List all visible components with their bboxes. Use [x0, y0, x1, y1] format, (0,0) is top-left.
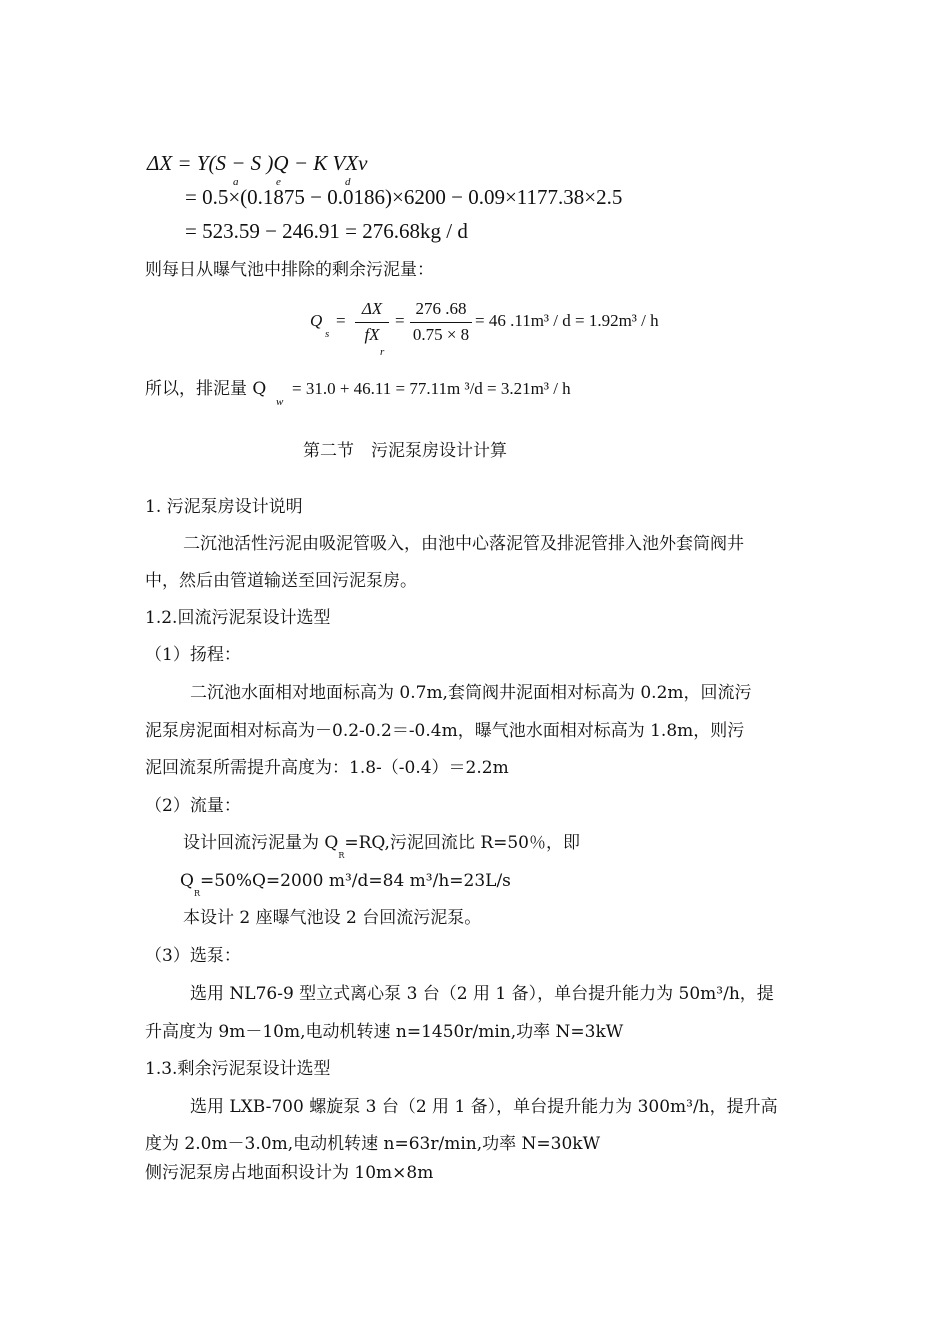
section-1-2-heading: 1.2.回流污泥泵设计选型	[145, 608, 331, 628]
formula-qs-den2: 0.75 × 8	[412, 325, 470, 344]
formula-qs-eq2: =	[395, 311, 405, 330]
item-2-line1-a: 设计回流污泥量为 Q	[183, 833, 339, 853]
formula-qs-sub-r: r	[380, 346, 385, 358]
section-1-3-line3: 侧污泥泵房占地面积设计为 10m×8m	[145, 1163, 434, 1183]
formula-qs-num1: ΔX	[361, 299, 383, 318]
item-1-line1: 二沉池水面相对地面标高为 0.7m,套筒阀井泥面相对标高为 0.2m，回流污	[190, 683, 752, 703]
item-2-line2-a: Q	[180, 871, 194, 891]
item-1-label: （1）扬程：	[145, 645, 241, 665]
section-1-3-line1: 选用 LXB-700 螺旋泵 3 台（2 用 1 备），单台提升能力为 300m³/h，提升高	[190, 1097, 778, 1117]
formula-dx-line2: = 0.5×(0.1875 − 0.0186)×6200 − 0.09×1177.38×2.5	[185, 185, 623, 209]
formula-qs-num2: 276 .68	[415, 299, 467, 318]
section-1-3-heading: 1.3.剩余污泥泵设计选型	[145, 1059, 331, 1079]
formula-qs-bar2	[410, 322, 472, 323]
section-1-paragraph-line2: 中，然后由管道输送至回污泥泵房。	[145, 571, 417, 591]
text-sludge-discharge-prefix: 所以，排泥量 Q	[145, 379, 267, 399]
item-2-line1-sub: R	[338, 851, 345, 860]
text-sludge-discharge-rest: = 31.0 + 46.11 = 77.11m ³/d = 3.21m³ / h	[292, 379, 571, 398]
formula-dx-sub-a: a	[233, 176, 239, 188]
item-2-line1-b: =RQ,污泥回流比 R=50％，即	[344, 833, 580, 853]
item-2-label: （2）流量：	[145, 796, 241, 816]
formula-qs-den1: fX	[364, 325, 380, 344]
item-1-line2: 泥泵房泥面相对标高为－0.2-0.2＝-0.4m，曝气池水面相对标高为 1.8m，则污	[145, 721, 745, 741]
item-3-label: （3）选泵：	[145, 946, 241, 966]
section-1-heading: 1. 污泥泵房设计说明	[145, 497, 303, 517]
formula-dx-line1: ΔX = Y(S − S )Q − K VXv	[147, 151, 368, 175]
item-3-line1: 选用 NL76-9 型立式离心泵 3 台（2 用 1 备），单台提升能力为 50m³/h，提	[190, 984, 774, 1004]
item-2-line3: 本设计 2 座曝气池设 2 台回流污泥泵。	[183, 908, 482, 928]
formula-qs-eq1: =	[336, 311, 346, 330]
formula-qs-sub-s: s	[325, 328, 330, 340]
item-2-line2	[180, 870, 511, 905]
formula-qs-rhs: = 46 .11m³ / d = 1.92m³ / h	[475, 311, 659, 330]
text-sludge-discharge-sub-w: w	[276, 396, 284, 408]
item-2-line2-sub: R	[193, 889, 200, 898]
formula-dx-sub-d: d	[345, 176, 351, 188]
item-3-line2: 升高度为 9m－10m,电动机转速 n=1450r/min,功率 N=3kW	[145, 1022, 624, 1042]
item-2-line2-b: =50%Q=2000 m³/d=84 m³/h=23L/s	[199, 871, 511, 891]
section-1-paragraph-line1: 二沉池活性污泥由吸泥管吸入，由池中心落泥管及排泥管排入池外套筒阀井	[183, 534, 744, 554]
formula-qs-lhs: Q	[310, 311, 323, 330]
formula-dx-line3: = 523.59 − 246.91 = 276.68kg / d	[185, 219, 468, 243]
formula-qs-bar1	[355, 322, 389, 323]
section-1-3-line2: 度为 2.0m－3.0m,电动机转速 n=63r/min,功率 N=30kW	[145, 1134, 601, 1154]
item-1-line3: 泥回流泵所需提升高度为：1.8-（-0.4）＝2.2m	[145, 758, 509, 778]
section-title: 第二节 污泥泵房设计计算	[303, 441, 507, 461]
item-2-line1	[183, 832, 580, 867]
formula-dx-sub-e: e	[276, 176, 281, 188]
text-residual-intro: 则每日从曝气池中排除的剩余污泥量：	[145, 260, 434, 280]
